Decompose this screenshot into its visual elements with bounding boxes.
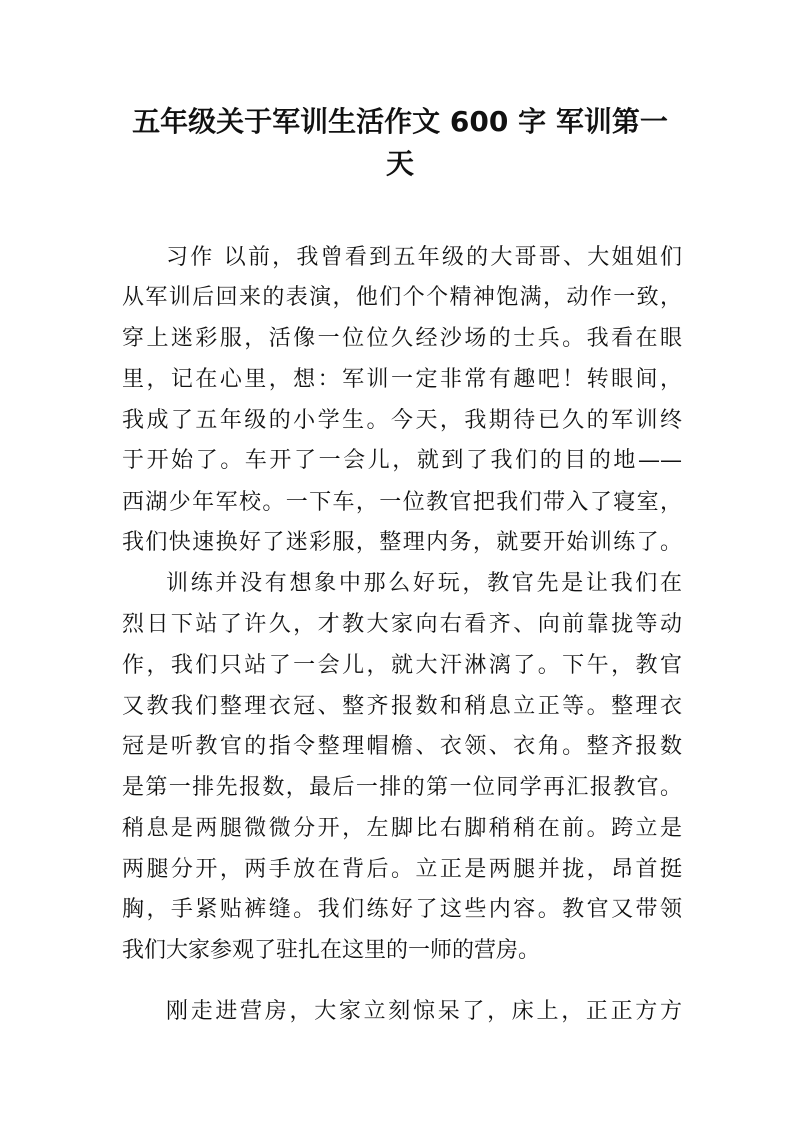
paragraph-1-line-2: 从军训后回来的表演，他们个个精神饱满，动作一致， xyxy=(122,285,682,310)
document-title-line-1: 五年级关于军训生活作文 600 字 军训第一 xyxy=(132,105,668,138)
paragraph-2-line-3: 作，我们只站了一会儿，就大汗淋漓了。下午，教官 xyxy=(122,653,682,678)
paragraph-1-line-3: 穿上迷彩服，活像一位位久经沙场的士兵。我看在眼 xyxy=(122,326,682,351)
paragraph-1-line-7: 西湖少年军校。一下车，一位教官把我们带入了寝室， xyxy=(122,490,682,515)
paragraph-2-line-10: 我们大家参观了驻扎在这里的一师的营房。 xyxy=(122,938,541,963)
paragraph-2-line-9: 胸，手紧贴裤缝。我们练好了这些内容。教官又带领 xyxy=(122,897,682,922)
paragraph-2-line-2: 烈日下站了许久，才教大家向右看齐、向前靠拢等动 xyxy=(122,612,682,637)
paragraph-1-line-5: 我成了五年级的小学生。今天，我期待已久的军训终 xyxy=(122,408,682,433)
paragraph-2-line-8: 两腿分开，两手放在背后。立正是两腿并拢，昂首挺 xyxy=(122,857,682,882)
paragraph-2-line-5: 冠是听教官的指令整理帽檐、衣领、衣角。整齐报数 xyxy=(122,734,682,759)
paragraph-1-line-4: 里，记在心里，想：军训一定非常有趣吧！转眼间， xyxy=(122,367,682,392)
paragraph-3-line-1: 刚走进营房，大家立刻惊呆了，床上，正正方方 xyxy=(166,999,682,1024)
paragraph-2-line-6: 是第一排先报数，最后一排的第一位同学再汇报教官。 xyxy=(122,775,682,800)
document-title-line-2: 天 xyxy=(385,147,414,180)
paragraph-2-line-1: 训练并没有想象中那么好玩，教官先是让我们在 xyxy=(166,571,682,596)
paragraph-1-line-8: 我们快速换好了迷彩服，整理内务，就要开始训练了。 xyxy=(122,530,682,555)
paragraph-1-line-6: 于开始了。车开了一会儿，就到了我们的目的地—— xyxy=(122,448,682,473)
paragraph-2-line-7: 稍息是两腿微微分开，左脚比右脚稍稍在前。跨立是 xyxy=(122,816,682,841)
paragraph-1-line-1: 习作 以前，我曾看到五年级的大哥哥、大姐姐们 xyxy=(166,245,682,270)
paragraph-2-line-4: 又教我们整理衣冠、整齐报数和稍息立正等。整理衣 xyxy=(122,694,682,719)
